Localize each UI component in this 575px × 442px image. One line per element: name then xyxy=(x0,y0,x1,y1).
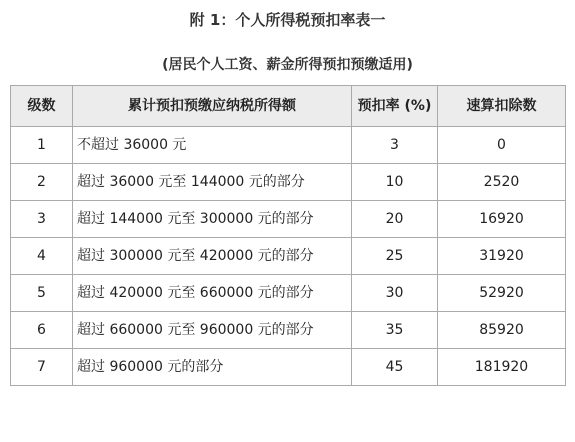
cell-quick-deduction: 2520 xyxy=(438,164,566,201)
table-row xyxy=(11,201,566,238)
cell-level: 1 xyxy=(11,127,73,164)
cell-income-range: 超过 144000 元至 300000 元的部分 xyxy=(73,201,352,238)
header-income-range: 累计预扣预缴应纳税所得额 xyxy=(73,86,352,127)
cell-rate: 30 xyxy=(352,275,438,312)
cell-quick-deduction: 85920 xyxy=(438,312,566,349)
cell-level: 7 xyxy=(11,349,73,386)
cell-level: 2 xyxy=(11,164,73,201)
cell-rate: 45 xyxy=(352,349,438,386)
cell-level: 3 xyxy=(11,201,73,238)
table-row xyxy=(11,164,566,201)
table-row xyxy=(11,238,566,275)
cell-rate: 10 xyxy=(352,164,438,201)
header-rate: 预扣率 (%) xyxy=(352,86,438,127)
cell-quick-deduction: 52920 xyxy=(438,275,566,312)
cell-level: 6 xyxy=(11,312,73,349)
cell-quick-deduction: 181920 xyxy=(438,349,566,386)
table-header-row xyxy=(11,86,566,127)
table-row xyxy=(11,275,566,312)
cell-rate: 35 xyxy=(352,312,438,349)
header-quick-deduction: 速算扣除数 xyxy=(438,86,566,127)
cell-income-range: 超过 960000 元的部分 xyxy=(73,349,352,386)
cell-rate: 25 xyxy=(352,238,438,275)
cell-quick-deduction: 31920 xyxy=(438,238,566,275)
cell-level: 5 xyxy=(11,275,73,312)
cell-income-range: 超过 36000 元至 144000 元的部分 xyxy=(73,164,352,201)
tax-rate-table xyxy=(10,85,566,386)
page-subtitle: (居民个人工资、薪金所得预扣预缴适用) xyxy=(162,57,413,73)
cell-income-range: 不超过 36000 元 xyxy=(73,127,352,164)
page-title: 附 1：个人所得税预扣率表一 xyxy=(189,11,386,29)
cell-income-range: 超过 660000 元至 960000 元的部分 xyxy=(73,312,352,349)
table-row xyxy=(11,349,566,386)
cell-quick-deduction: 0 xyxy=(438,127,566,164)
cell-rate: 20 xyxy=(352,201,438,238)
table-row xyxy=(11,127,566,164)
cell-income-range: 超过 300000 元至 420000 元的部分 xyxy=(73,238,352,275)
header-level: 级数 xyxy=(11,86,73,127)
table-row xyxy=(11,312,566,349)
cell-level: 4 xyxy=(11,238,73,275)
cell-quick-deduction: 16920 xyxy=(438,201,566,238)
cell-rate: 3 xyxy=(352,127,438,164)
cell-income-range: 超过 420000 元至 660000 元的部分 xyxy=(73,275,352,312)
